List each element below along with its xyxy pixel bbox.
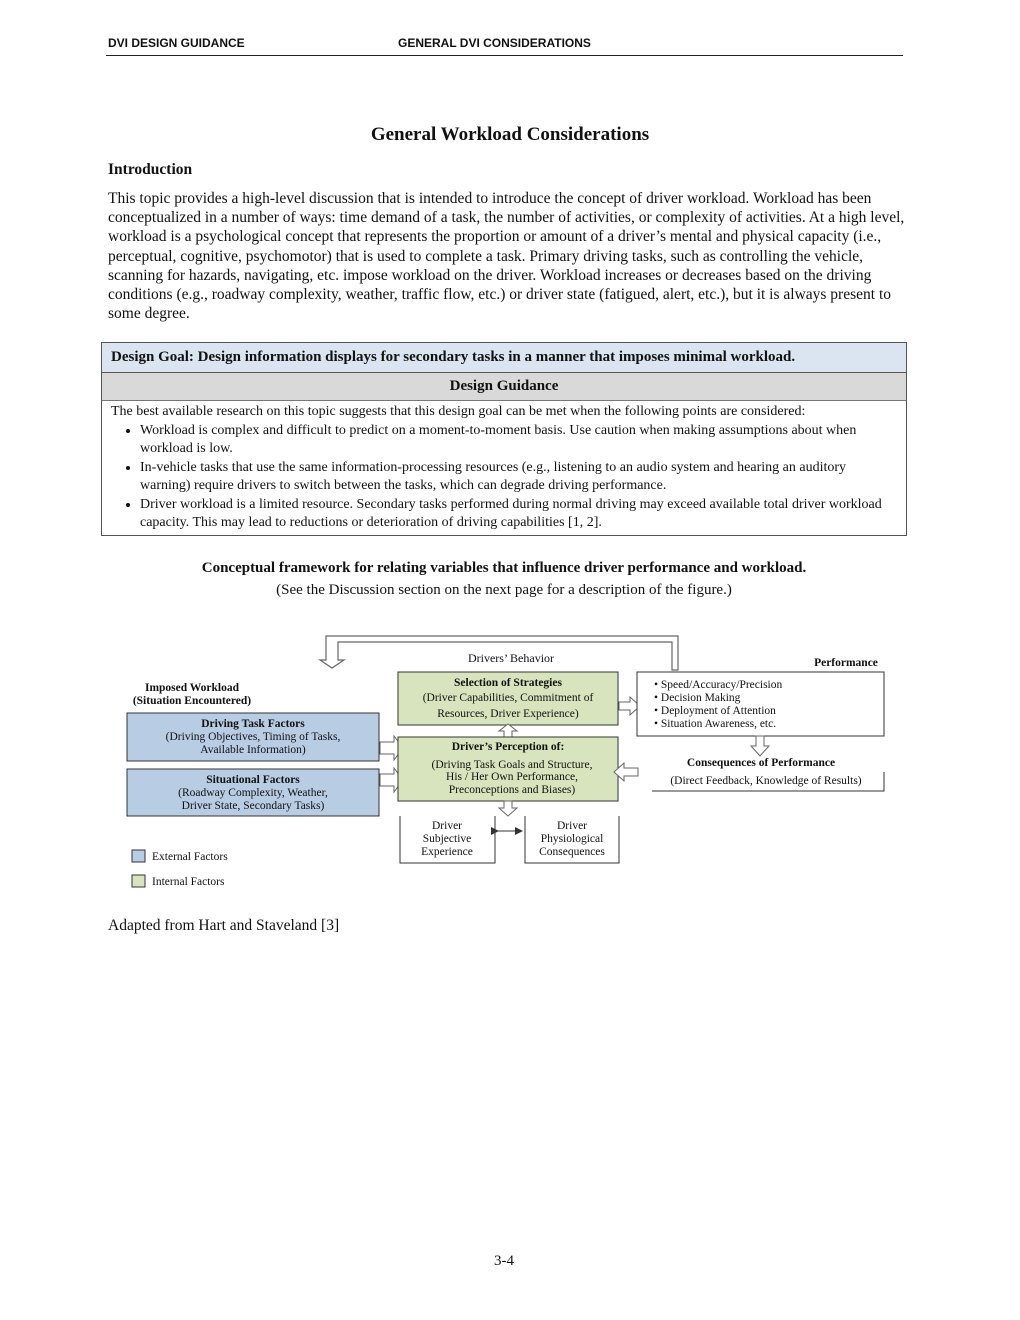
running-header-left: DVI DESIGN GUIDANCE <box>108 36 245 50</box>
selection-of-strategies-line2: Resources, Driver Experience) <box>437 708 579 720</box>
guidance-bullet: • Workload is complex and difficult to predict on a moment-to-moment basis. Use caution when making assumptions about when workload is low. <box>140 422 900 459</box>
performance-item: • Deployment of Attention <box>654 705 776 717</box>
drivers-perception-line1: (Driving Task Goals and Structure, <box>431 759 593 771</box>
legend-external-swatch <box>132 850 145 862</box>
consequences-title: Consequences of Performance <box>686 757 836 769</box>
design-guidance-heading: Design Guidance <box>102 373 906 401</box>
situational-factors-line2: Driver State, Secondary Tasks) <box>181 800 325 812</box>
header-rule <box>106 55 903 56</box>
subjective-line: Experience <box>421 846 473 858</box>
physiological-line: Consequences <box>539 846 605 858</box>
consequences-line1: (Direct Feedback, Knowledge of Results) <box>670 775 862 787</box>
driving-task-factors-line1: (Driving Objectives, Timing of Tasks, <box>165 731 341 743</box>
arrow-perception-to-outcomes <box>499 801 517 816</box>
page-title: General Workload Considerations <box>370 124 650 145</box>
arrow-performance-to-consequences <box>751 736 769 756</box>
drivers-perception-line3: Preconceptions and Biases) <box>448 784 576 796</box>
situational-factors-title: Situational Factors <box>206 774 300 786</box>
guidance-lead: The best available research on this topic suggests that this design goal can be met when the following points are considered: <box>111 404 806 419</box>
design-guidance-box <box>101 342 907 536</box>
intro-heading: Introduction <box>108 161 193 178</box>
driving-task-factors-title: Driving Task Factors <box>201 718 305 730</box>
physiological-line: Physiological <box>540 833 604 845</box>
arrow-perception-to-strategies <box>499 724 517 737</box>
subjective-line: Driver <box>431 820 463 832</box>
intro-paragraph: This topic provides a high-level discussion that is intended to introduce the concept of driver workload. Workload has been conceptualized in a number of ways: time demand of a task, the number of activities, or complexity of activities. At a high level, workload is a psychological concept that represents the proportion or amount of a driver’s mental and physical capacity (i.e., perceptual, cognitive, psychomotor) that is used to complete a task. Primary driving tasks, such as controlling the vehicle, scanning for hazards, navigating, etc. impose workload on the driver. Workload increases or decreases based on the driving conditions (e.g., roadway complexity, weather, traffic flow, etc.) or driver state (fatigued, alert, etc.), but it is always present to some degree. <box>108 190 905 323</box>
situational-factors-line1: (Roadway Complexity, Weather, <box>178 787 328 799</box>
figure-caption: Conceptual framework for relating variables that influence driver performance and workload. <box>201 560 807 576</box>
imposed-workload-label: Imposed Workload <box>144 682 240 694</box>
drivers-perception-line2: His / Her Own Performance, <box>446 771 578 783</box>
guidance-bullet: • In-vehicle tasks that use the same information-processing resources (e.g., listening to an audio system and hearing an auditory warning) require drivers to switch between the tasks, which can degrade driving performance. <box>140 459 900 496</box>
selection-of-strategies-line1: (Driver Capabilities, Commitment of <box>422 692 594 704</box>
performance-label: Performance <box>814 657 878 669</box>
subjective-line: Subjective <box>422 833 472 845</box>
situation-encountered-label: (Situation Encountered) <box>132 695 252 707</box>
figure-source: Adapted from Hart and Staveland [3] <box>108 917 340 934</box>
legend-internal-label: Internal Factors <box>152 876 225 888</box>
legend-internal-swatch <box>132 875 145 887</box>
running-header-center: GENERAL DVI CONSIDERATIONS <box>398 36 591 50</box>
design-guidance-body <box>102 401 906 535</box>
design-goal: Design Goal: Design information displays for secondary tasks in a manner that imposes minimal workload. <box>102 343 906 373</box>
guidance-bullet-list <box>111 422 900 533</box>
page-number: 3-4 <box>494 1253 514 1269</box>
performance-item: • Speed/Accuracy/Precision <box>654 679 783 691</box>
legend-external-label: External Factors <box>152 851 228 863</box>
drivers-behavior-label: Drivers’ Behavior <box>467 651 555 665</box>
physiological-line: Driver <box>556 820 588 832</box>
figure-subcaption: (See the Discussion section on the next page for a description of the figure.) <box>276 582 732 598</box>
guidance-bullet: • Driver workload is a limited resource. Secondary tasks performed during normal driving may exceed available total driver workload capacity. This may lead to reductions or deterioration of driving capabilities [1, 2]. <box>140 496 900 533</box>
workload-framework-diagram <box>0 600 1020 900</box>
performance-item: • Decision Making <box>654 692 741 704</box>
selection-of-strategies-title: Selection of Strategies <box>454 677 562 689</box>
performance-item: • Situation Awareness, etc. <box>654 718 777 730</box>
driving-task-factors-line2: Available Information) <box>200 744 306 756</box>
drivers-perception-title: Driver’s Perception of: <box>451 741 565 753</box>
